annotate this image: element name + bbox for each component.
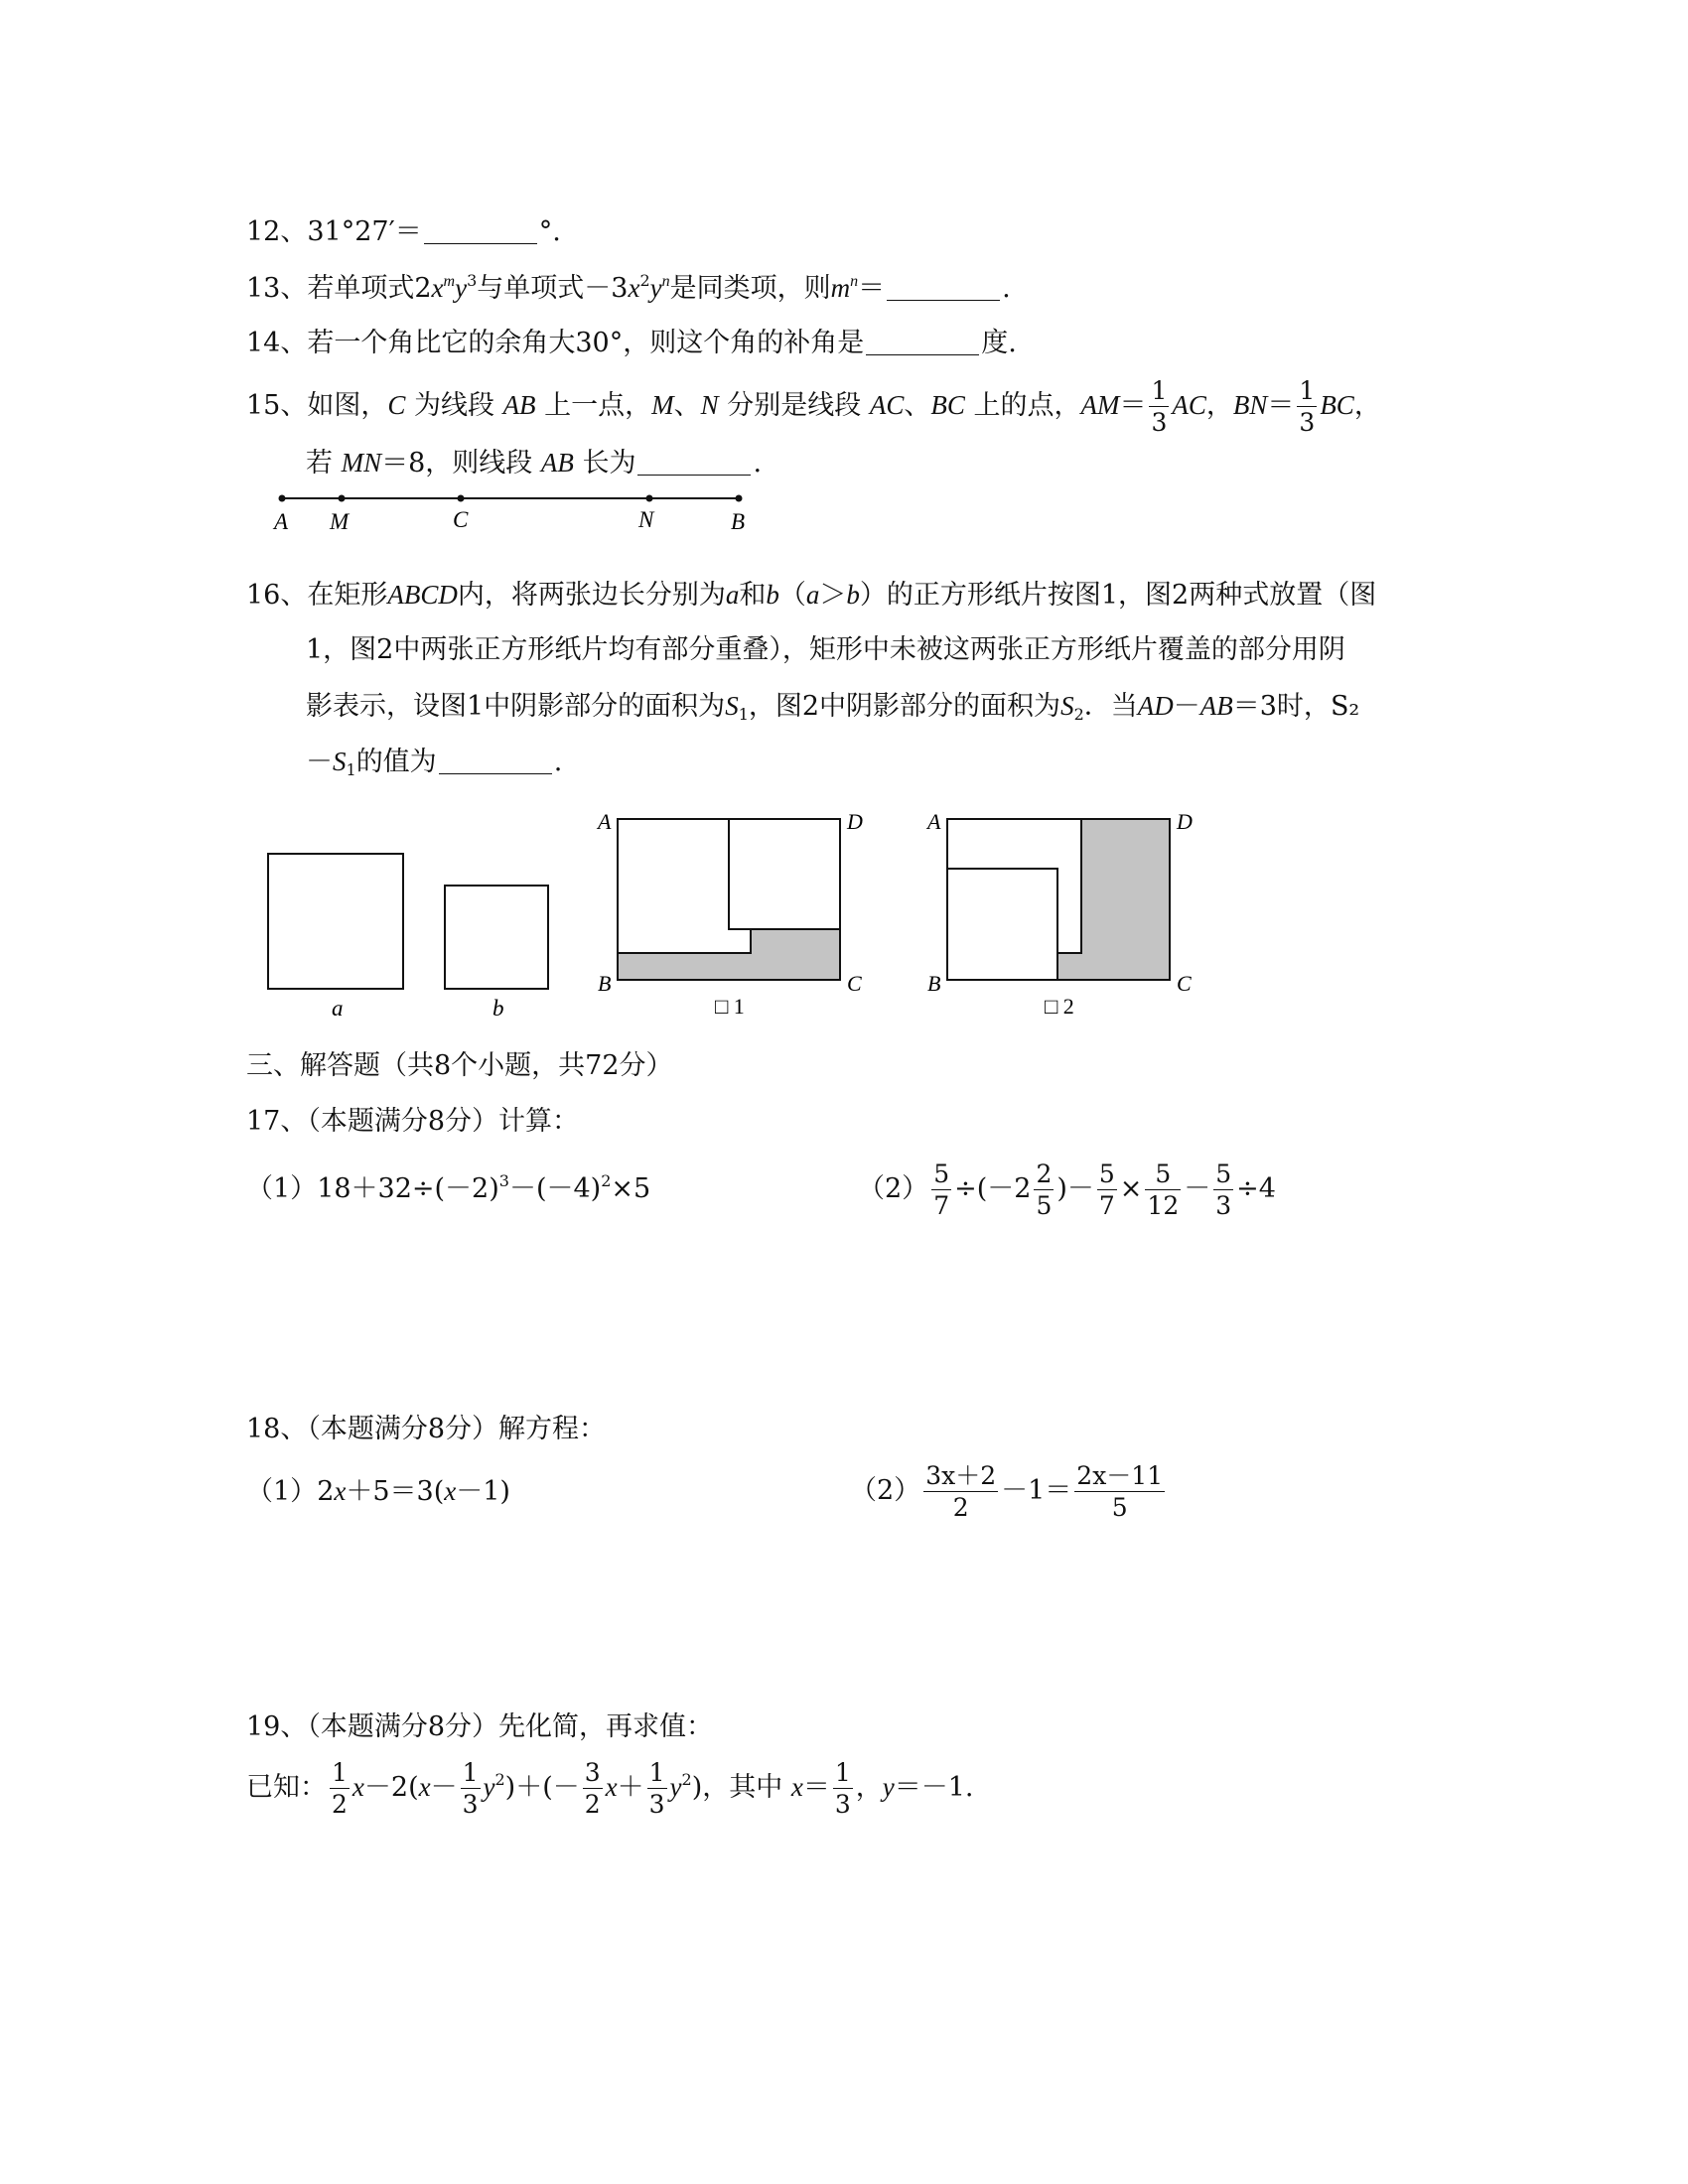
label-m: M — [330, 509, 350, 534]
shaded-region — [618, 929, 840, 980]
segment-diagram — [268, 484, 755, 534]
question-18-title: 18、（本题满分8分）解方程： — [246, 1414, 607, 1444]
fraction: $\frac{5}{7}$ — [933, 1160, 950, 1220]
corner-d: D — [847, 809, 863, 834]
square-a — [268, 854, 403, 989]
label-square-a: a — [332, 996, 344, 1021]
fraction: $\frac{1}{3}$ — [834, 1758, 851, 1819]
figure-1 — [596, 809, 863, 1019]
question-14: 14、若一个角比它的余角大30°，则这个角的补角是 度. — [246, 328, 1017, 358]
caption-figure-2: □ 2 — [1045, 994, 1074, 1019]
point-m — [339, 495, 346, 502]
question-19-title: 19、（本题满分8分）先化简，再求值： — [246, 1711, 714, 1742]
fraction: $\frac{5}{12}$ — [1147, 1160, 1180, 1220]
question-18-part-2: （2） $\frac{3x+2}{2}$ －1＝ $\frac{2x-11}{5}$ — [850, 1461, 1164, 1522]
fraction: $\frac{2x-11}{5}$ — [1076, 1461, 1164, 1522]
question-17-part-1: $(1)18+32\div(-2)^3-(-4)^2\times 5$ — [246, 1171, 651, 1204]
question-16-line-1: 16、在矩形ABCD内，将两张边长分别为a和b（a＞b）的正方形纸片按图1，图2两种式放置（图 — [246, 580, 1377, 611]
corner-a: A — [927, 809, 941, 834]
fraction: $\frac{3x+2}{2}$ — [925, 1461, 997, 1522]
corner-b: B — [927, 971, 941, 996]
point-a — [279, 495, 286, 502]
fraction: $\frac{1}{3}$ — [648, 1758, 665, 1819]
square-b-placed — [947, 869, 1057, 980]
fraction: $\frac{2}{5}$ — [1036, 1160, 1053, 1220]
caption-figure-1: □ 1 — [715, 994, 745, 1019]
label-a: A — [274, 509, 289, 534]
question-16-line-2: 1，图2中两张正方形纸片均有部分重叠），矩形中未被这两张正方形纸片覆盖的部分用阴 — [306, 634, 1345, 665]
question-17-title: 17、（本题满分8分）计算： — [246, 1106, 580, 1137]
section-heading: 三、解答题（共8个小题，共72分） — [246, 1050, 673, 1081]
question-15-line-1: 15、如图，C 为线段 AB 上一点，M、N 分别是线段 AC、BC 上的点，AM＝ $\frac{1}{3}$ AC，BN＝ $\frac{1}{3}$ BC， — [246, 376, 1381, 437]
square-b — [445, 886, 548, 989]
question-16-line-3: 影表示，设图1中阴影部分的面积为$S_1$，图2中阴影部分的面积为$S_2$．当AD－AB＝3时，S₂ — [306, 691, 1360, 724]
label-n: N — [638, 507, 654, 532]
fraction: $\frac{1}{2}$ — [332, 1758, 348, 1819]
shaded-region — [1057, 819, 1170, 980]
question-16-line-4: $-S_1$的值为 . — [306, 747, 563, 779]
corner-c: C — [847, 971, 862, 996]
answer-blank — [424, 217, 537, 244]
square-b-placed — [729, 819, 840, 929]
label-b: B — [731, 509, 746, 534]
corner-c: C — [1177, 971, 1192, 996]
question-13: 13、若单项式$2x^my^3$与单项式$-3x^2y^n$是同类项，则$m^n=$ . — [246, 271, 1011, 304]
fraction: $\frac{1}{3}$ — [462, 1758, 479, 1819]
answer-blank — [866, 329, 979, 355]
point-c — [458, 495, 465, 502]
fraction: $\frac{5}{7}$ — [1098, 1160, 1115, 1220]
fraction: $\frac{5}{3}$ — [1215, 1160, 1232, 1220]
squares-figure — [248, 799, 1221, 1023]
answer-blank — [637, 449, 751, 476]
label-square-b: b — [492, 996, 504, 1021]
point-b — [736, 495, 743, 502]
label-c: C — [453, 507, 469, 532]
fraction: $\frac{1}{3}$ — [1299, 376, 1316, 437]
answer-blank — [439, 748, 552, 774]
fraction: $\frac{1}{3}$ — [1151, 376, 1168, 437]
corner-b: B — [598, 971, 612, 996]
question-17-part-2: （2） $\frac{5}{7}$ ÷(－2 $\frac{2}{5}$ )－ $\frac{5}{7}$ × $\frac{5}{12}$ － $\frac{5}{3}$ ÷4 — [858, 1160, 1276, 1220]
corner-d: D — [1177, 809, 1193, 834]
figure-2 — [925, 809, 1193, 1019]
corner-a: A — [598, 809, 612, 834]
question-18-part-1: （1）2x＋5＝3(x－1) — [246, 1476, 510, 1507]
fraction: $\frac{3}{2}$ — [584, 1758, 601, 1819]
point-n — [646, 495, 653, 502]
question-15-line-2: 若 MN＝8，则线段 AB 长为 . — [306, 448, 763, 478]
question-12: 12、31°27′＝ °. — [246, 216, 561, 247]
answer-blank — [887, 274, 1000, 301]
question-19-expression: 已知： $\frac{1}{2}$ x－2(x－ $\frac{1}{3}$ $y^2)+(-$ $\frac{3}{2}$ x＋ $\frac{1}{3}$ $y^2$)，其中 x＝ $\frac{1}{3}$ ，y＝－1. — [246, 1758, 974, 1819]
